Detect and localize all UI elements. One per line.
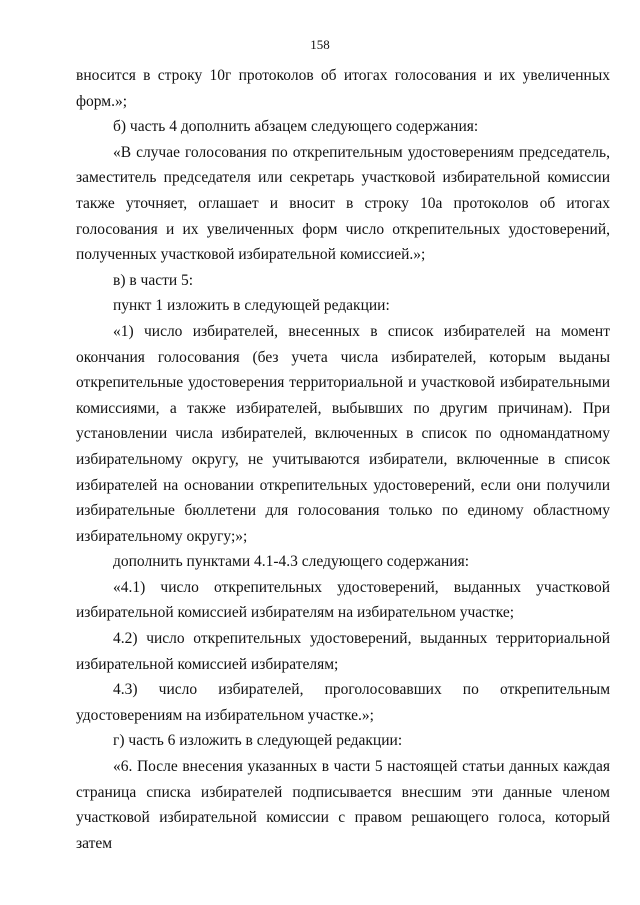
paragraph-6: «1) число избирателей, внесенных в список избирателей на момент окончания голосования (без учета числа избирателей, которым выданы открепительные удостоверения территориальной и участковой избирательными комиссиями, а также избирателей, выбывших по другим причинам). При установлении числа избирателей, включенных в список по одномандатному избирательному округу, не учитываются избиратели, включенные в список избирателей на основании открепительных удостоверений, если они получили избирательные бюллетени для голосования только по единому областному избирательному округу;»;: [76, 322, 610, 545]
paragraph-9: 4.2) число открепительных удостоверений, выданных территориальной избирательной комиссией избирателям;: [76, 630, 610, 673]
paragraph-11: г) часть 6 изложить в следующей редакции:: [113, 732, 403, 750]
paragraph-7: дополнить пунктами 4.1-4.3 следующего содержания:: [113, 553, 470, 571]
paragraph-2: б) часть 4 дополнить абзацем следующего содержания:: [113, 118, 479, 136]
paragraph-1: вносится в строку 10г протоколов об итогах голосования и их увеличенных форм.»;: [76, 67, 610, 110]
page-number: 158: [310, 37, 330, 52]
paragraph-10: 4.3) число избирателей, проголосовавших по открепительным удостоверениям на избирательном участке.»;: [76, 681, 610, 724]
paragraph-12: «6. После внесения указанных в части 5 настоящей статьи данных каждая страница списка избирателей подписывается внесшим эти данные членом участковой избирательной комиссии с правом решающего голоса, который затем: [76, 758, 610, 852]
paragraph-8: «4.1) число открепительных удостоверений, выданных участковой избирательной комиссией избирателям на избирательном участке;: [76, 578, 610, 622]
body-text: [76, 63, 610, 856]
paragraph-4: в) в части 5:: [113, 271, 194, 289]
paragraph-5: пункт 1 изложить в следующей редакции:: [113, 297, 390, 315]
paragraph-3: «В случае голосования по открепительным удостоверениям председатель, заместитель председателя или секретарь участковой избирательной комиссии также уточняет, оглашает и вносит в строку 10а протоколов об итогах голосования и их увеличенных форм число открепительных удостоверений, полученных участковой избирательной комиссией.»;: [76, 143, 610, 264]
